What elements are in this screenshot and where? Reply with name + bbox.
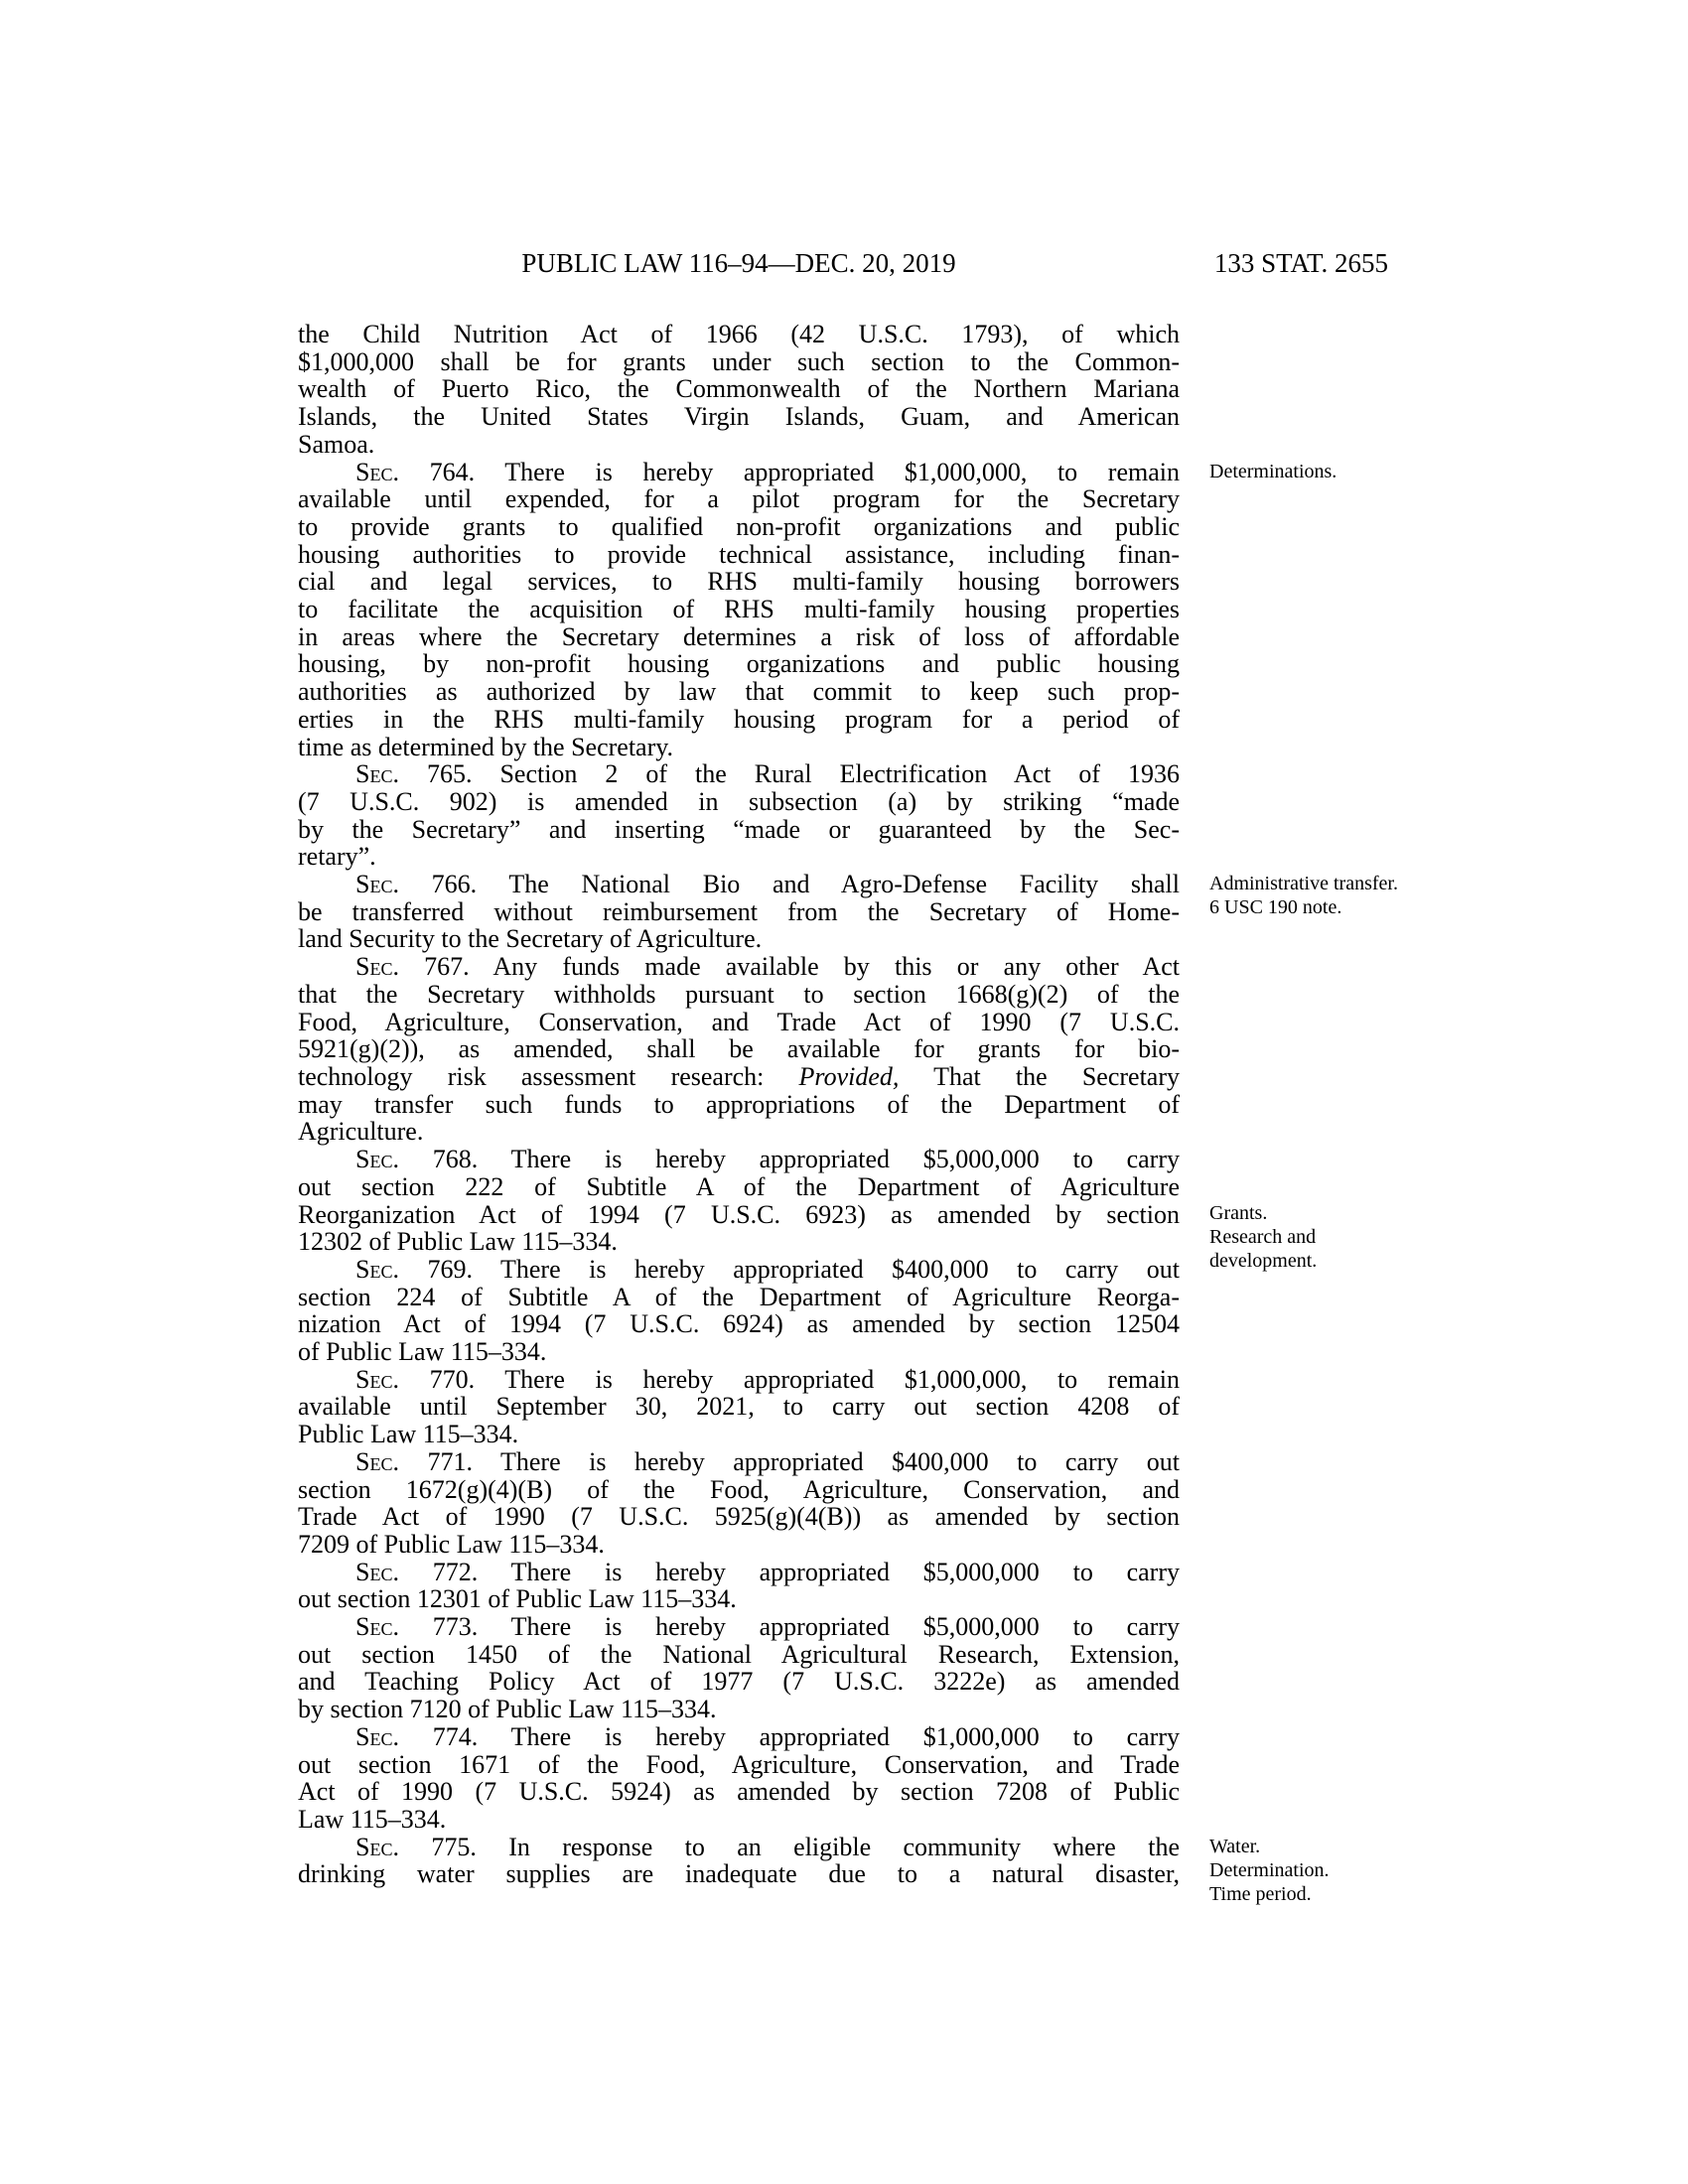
- body-line: drinking water supplies are inadequate due to a natural disaster,: [298, 1859, 1180, 1889]
- body-line: available until September 30, 2021, to carry out section 4208 of: [298, 1392, 1180, 1422]
- paragraph: [298, 1366, 1180, 1448]
- paragraph: [298, 321, 1180, 459]
- section-label: Sec.: [355, 870, 399, 899]
- body-line: housing authorities to provide technical assistance, including finan-: [298, 539, 1180, 569]
- body-line: Sec. 764. There is hereby appropriated $1,000,000, to remain: [355, 457, 1180, 486]
- page-header: [298, 248, 1388, 282]
- body-line: to facilitate the acquisition of RHS multi-family housing properties: [298, 595, 1180, 624]
- body-line: Sec. 766. The National Bio and Agro-Defense Facility shall: [355, 870, 1180, 899]
- body-line: out section 1450 of the National Agricultural Research, Extension,: [298, 1639, 1180, 1669]
- body-line: Act of 1990 (7 U.S.C. 5924) as amended by section 7208 of Public: [298, 1777, 1180, 1807]
- body-line: by the Secretary” and inserting “made or guaranteed by the Sec-: [298, 814, 1180, 844]
- body-line: by section 7120 of Public Law 115–334.: [298, 1695, 717, 1724]
- paragraph: [298, 1559, 1180, 1613]
- body-line: land Security to the Secretary of Agriculture.: [298, 924, 763, 954]
- body-line: Sec. 768. There is hereby appropriated $5,000,000 to carry: [355, 1145, 1180, 1174]
- body-line: Trade Act of 1990 (7 U.S.C. 5925(g)(4(B)) as amended by section: [298, 1502, 1180, 1532]
- body-line: Sec. 770. There is hereby appropriated $1,000,000, to remain: [355, 1364, 1180, 1394]
- section-label: Sec.: [355, 952, 399, 982]
- paragraph: [298, 1613, 1180, 1723]
- body-line: Sec. 765. Section 2 of the Rural Electrification Act of 1936: [355, 759, 1180, 789]
- law-title: PUBLIC LAW 116–94—DEC. 20, 2019: [521, 248, 956, 278]
- body-line: that the Secretary withholds pursuant to section 1668(g)(2) of the: [298, 979, 1180, 1009]
- section-label: Sec.: [355, 457, 399, 486]
- body-line: in areas where the Secretary determines a risk of loss of affordable: [298, 621, 1180, 651]
- body-line: to provide grants to qualified non-profit organizations and public: [298, 511, 1180, 541]
- paragraph: [298, 1256, 1180, 1366]
- section-label: Sec.: [355, 1832, 399, 1861]
- body-line: out section 12301 of Public Law 115–334.: [298, 1584, 737, 1614]
- body-line: time as determined by the Secretary.: [298, 732, 674, 761]
- margin-note: [1209, 1201, 1403, 1273]
- body-line: Samoa.: [298, 429, 375, 459]
- body-line: housing, by non-profit housing organizations and public housing: [298, 649, 1180, 679]
- body-line: retary”.: [298, 842, 376, 872]
- body-line: Sec. 772. There is hereby appropriated $5,000,000 to carry: [355, 1557, 1180, 1586]
- margin-note-line: Time period.: [1209, 1882, 1312, 1905]
- body-line: of Public Law 115–334.: [298, 1337, 547, 1367]
- section-label: Sec.: [355, 1254, 399, 1284]
- body-line: cial and legal services, to RHS multi-family housing borrowers: [298, 567, 1180, 597]
- body-line: Islands, the United States Virgin Islands, Guam, and American: [298, 402, 1180, 432]
- body-line: Public Law 115–334.: [298, 1420, 519, 1449]
- margin-note: [1209, 1835, 1403, 1906]
- body-line: 5921(g)(2)), as amended, shall be available for grants for bio-: [298, 1034, 1180, 1064]
- section-label: Sec.: [355, 1145, 399, 1174]
- margin-note-line: Determination.: [1209, 1858, 1330, 1881]
- margin-note-line: Grants.: [1209, 1202, 1268, 1225]
- body-line: the Child Nutrition Act of 1966 (42 U.S.C. 1793), of which: [298, 320, 1180, 348]
- body-line: section 224 of Subtitle A of the Department of Agriculture Reorga-: [298, 1282, 1180, 1311]
- body-line: Sec. 771. There is hereby appropriated $400,000 to carry out: [355, 1446, 1180, 1476]
- body-line: nization Act of 1994 (7 U.S.C. 6924) as amended by section 12504: [298, 1309, 1180, 1339]
- section-label: Sec.: [355, 1364, 399, 1394]
- body-line: authorities as authorized by law that commit to keep such prop-: [298, 677, 1180, 707]
- margin-note-line: Water.: [1209, 1835, 1261, 1857]
- paragraph: [298, 1832, 1330, 1905]
- paragraph: [298, 870, 1398, 954]
- paragraph: [298, 760, 1180, 871]
- paragraph: [298, 1723, 1180, 1834]
- body-line: available until expended, for a pilot program for the Secretary: [298, 484, 1180, 514]
- margin-note: [1209, 872, 1403, 919]
- section-label: Sec.: [355, 759, 399, 789]
- body-line: erties in the RHS multi-family housing program for a period of: [298, 704, 1180, 734]
- body-line: Sec. 769. There is hereby appropriated $400,000 to carry out: [355, 1254, 1180, 1284]
- section-label: Sec.: [355, 1612, 399, 1642]
- body-line: wealth of Puerto Rico, the Commonwealth of the Northern Mariana: [298, 374, 1180, 404]
- margin-note: [1209, 460, 1403, 483]
- body-line: 7209 of Public Law 115–334.: [298, 1529, 605, 1559]
- body-line: may transfer such funds to appropriations of the Department of: [298, 1089, 1180, 1119]
- body-line: Law 115–334.: [298, 1804, 447, 1834]
- body-line: be transferred without reimbursement from the Secretary of Home-: [298, 896, 1180, 926]
- body-line: Food, Agriculture, Conservation, and Trade Act of 1990 (7 U.S.C.: [298, 1007, 1180, 1036]
- body-line: out section 222 of Subtitle A of the Department of Agriculture: [298, 1171, 1180, 1201]
- body-line: Sec. 767. Any funds made available by this or any other Act: [355, 952, 1180, 982]
- body-line: and Teaching Policy Act of 1977 (7 U.S.C. 3222e) as amended: [298, 1667, 1180, 1697]
- margin-note-line: Determinations.: [1209, 460, 1337, 482]
- paragraph: [298, 457, 1337, 761]
- body-line: Agriculture.: [298, 1117, 424, 1147]
- section-label: Sec.: [355, 1721, 399, 1751]
- body-line: Sec. 775. In response to an eligible community where the: [355, 1832, 1180, 1861]
- body-line: Sec. 774. There is hereby appropriated $1,000,000 to carry: [355, 1721, 1180, 1751]
- margin-note-line: 6 USC 190 note.: [1209, 896, 1342, 919]
- body-line: out section 1671 of the Food, Agriculture, Conservation, and Trade: [298, 1749, 1180, 1779]
- paragraph: [298, 1448, 1180, 1559]
- margin-note-line: Administrative transfer.: [1209, 873, 1398, 895]
- section-label: Sec.: [355, 1446, 399, 1476]
- stat-page-number: 133 STAT. 2655: [1213, 248, 1388, 278]
- body-line: section 1672(g)(4)(B) of the Food, Agriculture, Conservation, and: [298, 1474, 1180, 1504]
- body-line: Sec. 773. There is hereby appropriated $5,000,000 to carry: [355, 1612, 1180, 1642]
- body-line: 12302 of Public Law 115–334.: [298, 1227, 618, 1257]
- body-line: $1,000,000 shall be for grants under such section to the Common-: [298, 346, 1180, 376]
- paragraph: [298, 953, 1180, 1146]
- section-label: Sec.: [355, 1557, 399, 1586]
- margin-note-line: Research and development.: [1209, 1226, 1318, 1273]
- document-body: [298, 320, 1398, 1905]
- body-line: technology risk assessment research: Provided, That the Secretary: [298, 1061, 1180, 1091]
- body-line: (7 U.S.C. 902) is amended in subsection (a) by striking “made: [298, 786, 1180, 816]
- body-line: Reorganization Act of 1994 (7 U.S.C. 6923) as amended by section: [298, 1199, 1180, 1229]
